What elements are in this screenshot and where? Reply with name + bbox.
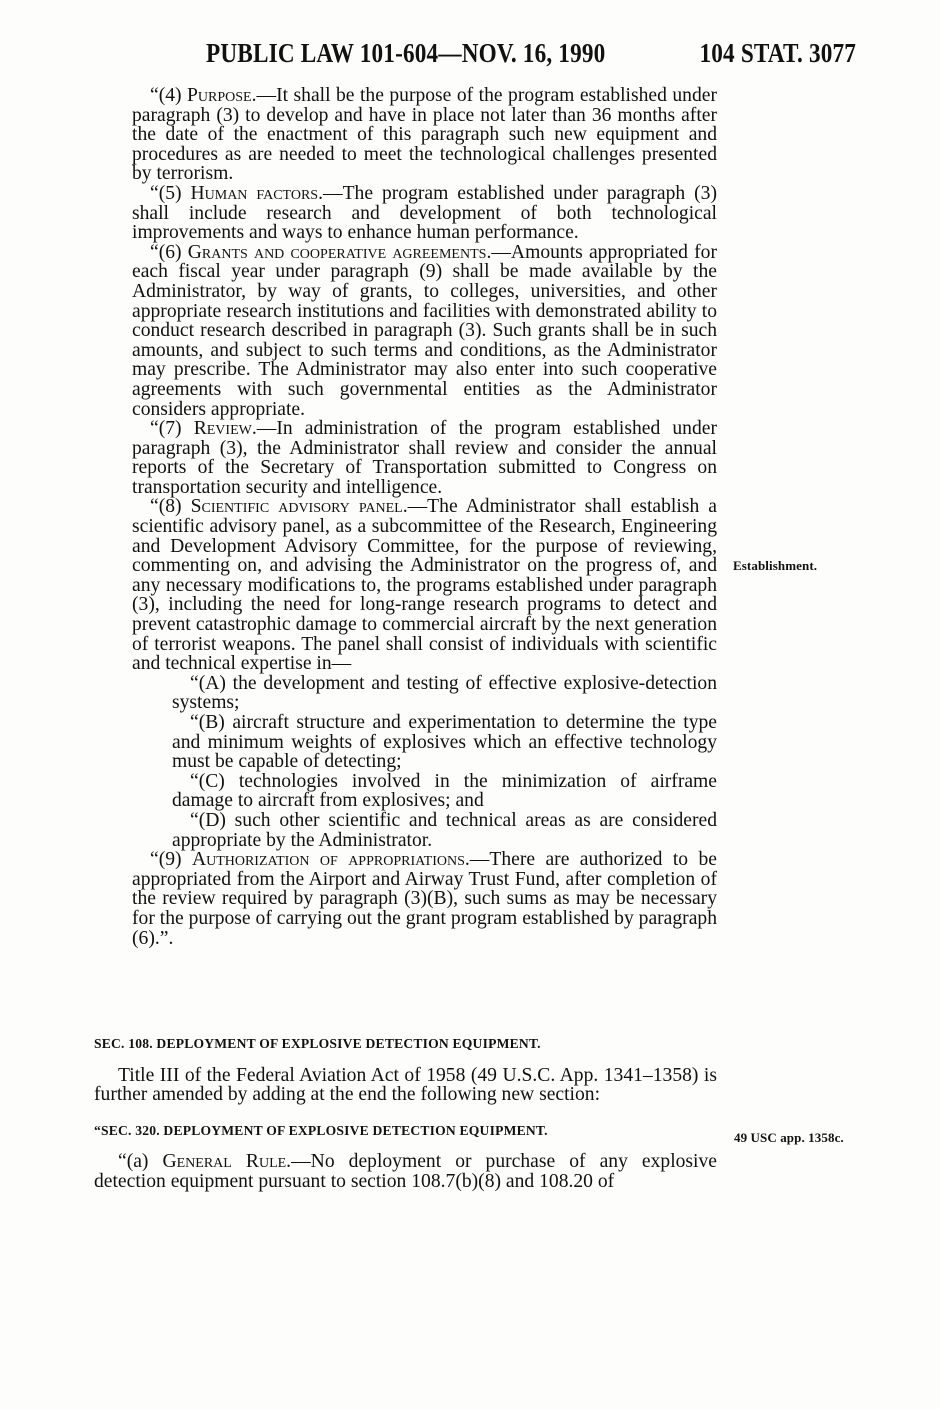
paragraph-5-human-factors: “(5) Human factors.—The program established under paragraph (3) shall include research and development of both technological improvements and ways to enhance human performance.	[132, 182, 717, 244]
subparagraph-a: “(A) the development and testing of effective explosive-detection systems;	[172, 672, 717, 714]
paragraph-heading: Human factors	[190, 182, 319, 204]
paragraph-6-grants: “(6) Grants and cooperative agreements.—Amounts appropriated for each fiscal year under paragraph (9) shall be made available by the Administrator, by way of grants, to colleges, universities, and other appropriate research institutions and facilities with demonstrated ability to conduct research described in paragraph (3). Such grants shall be in such amounts, and subject to such terms and conditions, as the Administrator may prescribe. The Administrator may also enter into such cooperative agreements with such governmental entities as the Administrator considers appropriate.	[132, 241, 717, 420]
statute-body	[132, 86, 717, 948]
paragraph-8-advisory-panel: “(8) Scientific advisory panel.—The Administrator shall establish a scientific advisory panel, as a subcommittee of the Research, Engineering and Development Advisory Committee, for the purpose of reviewing, commenting on, and advising the Administrator on the progress of, and any necessary modifications to, the programs established under paragraph (3), including the need for long-range research programs to detect and prevent catastrophic damage to commercial aircraft by the next generation of terrorist weapons. The panel shall consist of individuals with scientific and technical expertise in—	[132, 496, 717, 675]
paragraph-heading: Grants and cooperative agreements	[187, 241, 487, 263]
paragraph-7-review: “(7) Review.—In administration of the program established under paragraph (3), the Administrator shall review and consider the annual reports of the Secretary of Transportation submitted to Congress on transportation security and intelligence.	[132, 418, 717, 498]
subsection-heading: General Rule	[162, 1151, 287, 1173]
running-header-left: PUBLIC LAW 101-604—NOV. 16, 1990	[206, 38, 606, 68]
paragraph-4-purpose: “(4) Purpose.—It shall be the purpose of the program established under paragraph (3) to develop and have in place not later than 36 months after the date of the enactment of this paragraph such new equipment and procedures as are needed to meet the technological challenges presented by terrorism.	[132, 85, 717, 185]
section-108-text: Title III of the Federal Aviation Act of 1958 (49 U.S.C. App. 1341–1358) is further amended by adding at the end the following new section:	[94, 1064, 717, 1106]
subparagraph-b: “(B) aircraft structure and experimentation to determine the type and minimum weights of explosives which an effective technology must be capable of detecting;	[172, 712, 717, 773]
section-108-heading: SEC. 108. DEPLOYMENT OF EXPLOSIVE DETECTION EQUIPMENT.	[94, 1036, 541, 1051]
section-320-subsection-a: “(a) General Rule.—No deployment or purchase of any explosive detection equipment pursuant to section 108.7(b)(8) and 108.20 of	[94, 1151, 717, 1192]
margin-note-establishment: Establishment.	[733, 558, 818, 573]
paragraph-heading: Review	[193, 418, 252, 440]
paragraph-heading: Purpose	[187, 85, 252, 106]
margin-note-usc-citation: 49 USC app. 1358c.	[734, 1130, 844, 1145]
subparagraph-d: “(D) such other scientific and technical areas as are considered appropriate by the Administrator.	[172, 809, 717, 851]
section-320-heading: “SEC. 320. DEPLOYMENT OF EXPLOSIVE DETECTION EQUIPMENT.	[94, 1122, 548, 1138]
paragraph-heading: Scientific advisory panel	[190, 496, 403, 518]
paragraph-heading: Authorization of appropriations	[191, 849, 465, 871]
paragraph-9-authorization: “(9) Authorization of appropriations.—There are authorized to be appropriated from the Airport and Airway Trust Fund, after completion of the review required by paragraph (3)(B), such sums as may be necessary for the purpose of carrying out the grant program established by paragraph (6).”.	[132, 849, 717, 949]
running-header-right: 104 STAT. 3077	[699, 38, 856, 68]
subparagraph-c: “(C) technologies involved in the minimization of airframe damage to aircraft from explosives; and	[172, 770, 717, 812]
section-108	[94, 1034, 717, 1192]
